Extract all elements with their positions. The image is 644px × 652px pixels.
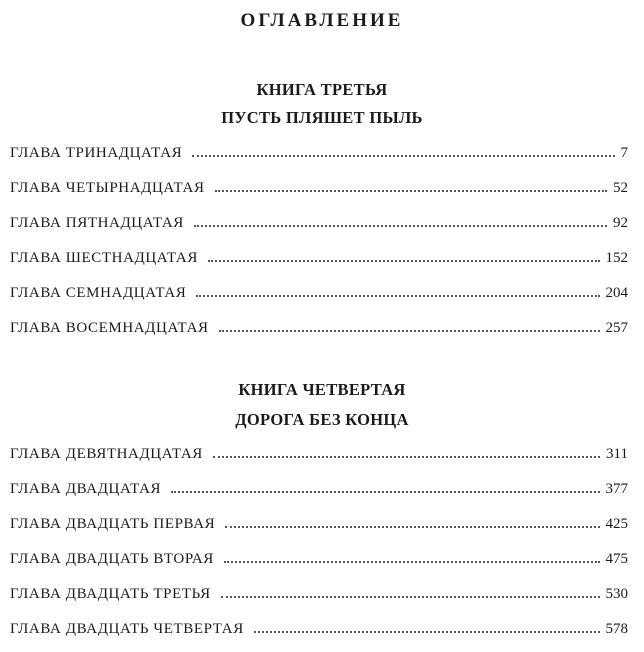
toc-entry[interactable] [10,180,628,202]
dot-leader [213,456,600,458]
dot-leader [224,561,600,563]
chapter-title: ГЛАВА ДВАДЦАТЬ ТРЕТЬЯ [10,586,211,602]
dot-leader [221,596,600,598]
page-number: 377 [605,481,628,497]
chapter-title: ГЛАВА ШЕСТНАДЦАТАЯ [10,250,198,266]
page-number: 530 [605,586,628,602]
book-subtitle: ДОРОГА БЕЗ КОНЦА [235,410,409,429]
chapter-title: ГЛАВА СЕМНАДЦАТАЯ [10,285,187,301]
page-number: 204 [605,285,628,301]
page-number: 311 [606,446,628,462]
page-number: 425 [605,516,628,532]
dot-leader [171,491,599,493]
chapter-title: ГЛАВА ДВАДЦАТЬ ПЕРВАЯ [10,516,216,532]
page-number: 152 [605,250,628,266]
chapter-title: ГЛАВА ТРИНАДЦАТАЯ [10,145,183,161]
chapter-title: ГЛАВА ДЕВЯТНАДЦАТАЯ [10,446,203,462]
dot-leader [254,631,600,633]
book-title: КНИГА ТРЕТЬЯ [256,80,388,99]
toc-entry[interactable] [10,250,628,272]
chapter-title: ГЛАВА ДВАДЦАТЬ ЧЕТВЕРТАЯ [10,621,244,637]
chapter-title: ГЛАВА ДВАДЦАТАЯ [10,481,162,497]
chapter-title: ГЛАВА ДВАДЦАТЬ ВТОРАЯ [10,551,214,567]
chapter-title: ГЛАВА ПЯТНАДЦАТАЯ [10,215,184,231]
page-number: 52 [613,180,628,196]
dot-leader [215,190,607,192]
toc-entry[interactable] [10,481,628,503]
toc-entry[interactable] [10,285,628,307]
book-title: КНИГА ЧЕТВЕРТАЯ [238,380,406,399]
dot-leader [196,295,599,297]
dot-leader [192,155,614,157]
book-subtitle: ПУСТЬ ПЛЯШЕТ ПЫЛЬ [221,108,423,127]
toc-entry[interactable] [10,621,628,643]
toc-entry[interactable] [10,516,628,538]
toc-entry[interactable] [10,551,628,573]
toc-entry[interactable] [10,145,628,167]
page-number: 257 [605,320,628,336]
toc-entry[interactable] [10,446,628,468]
toc-title: ОГЛАВЛЕНИЕ [240,10,404,31]
dot-leader [194,225,607,227]
page-number: 92 [613,215,628,231]
page-number: 475 [605,551,628,567]
toc-entry[interactable] [10,586,628,608]
page-number: 578 [605,621,628,637]
dot-leader [225,526,599,528]
page-number: 7 [620,145,628,161]
chapter-title: ГЛАВА ВОСЕМНАДЦАТАЯ [10,320,209,336]
chapter-title: ГЛАВА ЧЕТЫРНАДЦАТАЯ [10,180,205,196]
toc-entry[interactable] [10,215,628,237]
dot-leader [208,260,600,262]
toc-entry[interactable] [10,320,628,342]
dot-leader [219,330,600,332]
